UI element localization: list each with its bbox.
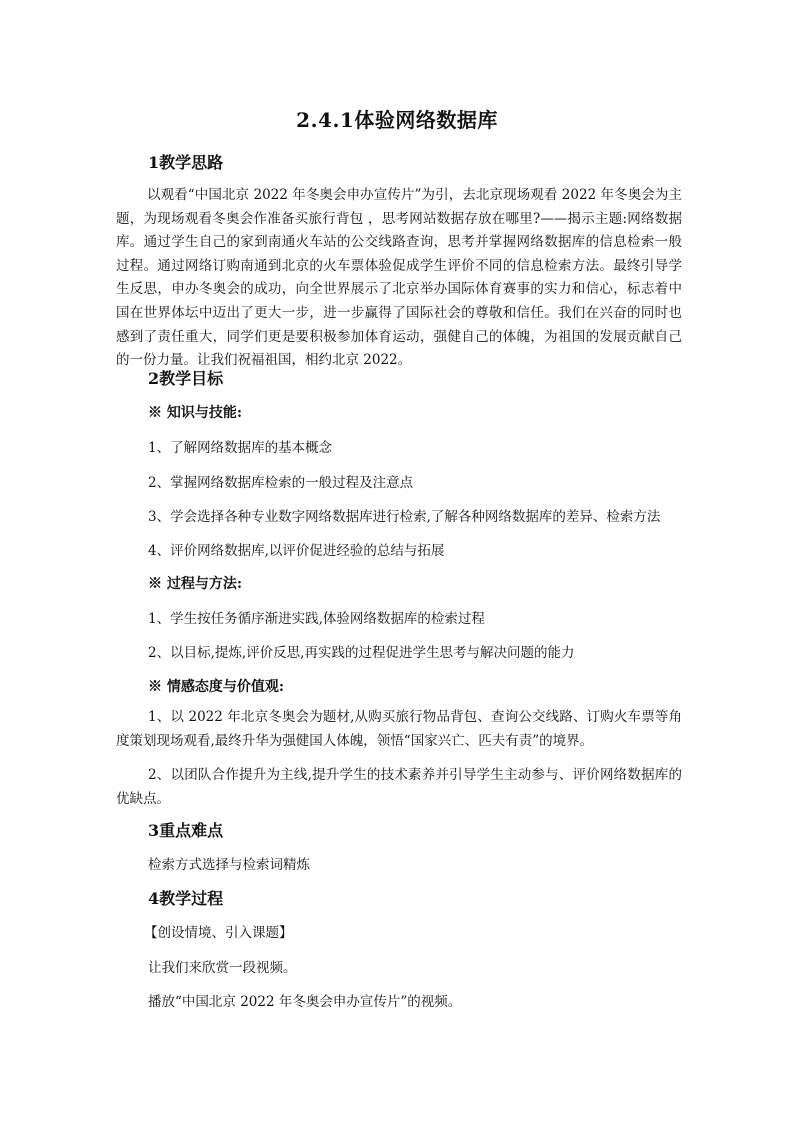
list-item: 3、学会选择各种专业数字网络数据库进行检索,了解各种网络数据库的差异、检索方法 <box>148 509 661 525</box>
subheading-emotion-values: ※ 情感态度与价值观: <box>148 679 285 695</box>
key-points-text: 检索方式选择与检索词精炼 <box>148 857 310 873</box>
list-item: 1、了解网络数据库的基本概念 <box>148 440 333 456</box>
list-item: 1、以 2022 年北京冬奥会为题材,从购买旅行物品背包、查询公交线路、订购火车票等角度策划现场观看,最终升华为强健国人体魄，领悟“国家兴亡、匹夫有责”的境界。 <box>116 709 682 749</box>
subheading-knowledge-skills: ※ 知识与技能: <box>148 405 243 421</box>
section-heading-teaching-process: 4教学过程 <box>148 889 224 908</box>
section-heading-key-points: 3重点难点 <box>148 821 224 840</box>
document-title: 2.4.1体验网络数据库 <box>296 108 498 132</box>
process-line: 让我们来欣赏一段视频。 <box>148 960 297 976</box>
list-item: 1、学生按任务循序渐进实践,体验网络数据库的检索过程 <box>148 611 485 627</box>
section-heading-teaching-idea: 1教学思路 <box>148 153 224 172</box>
list-item: 2、以目标,提炼,评价反思,再实践的过程促进学生思考与解决问题的能力 <box>148 645 575 661</box>
process-line: 播放“中国北京 2022 年冬奥会申办宣传片”的视频。 <box>148 994 462 1010</box>
list-item: 2、掌握网络数据库检索的一般过程及注意点 <box>148 475 414 491</box>
teaching-idea-paragraph: 以观看“中国北京 2022 年冬奥会申办宣传片”为引，去北京现场观看 2022 年冬奥会为主题，为现场观看冬奥会作准备买旅行背包 ，思考网站数据存放在哪里?——揭示主题:网络数据库。通过学生自己的家到南通火车站的公交线路查询，思考并掌握网络数据库的信息检索一般过程。通过网络订购南通到北京的火车票体验促成学生评价不同的信息检索方法。最终引导学生反思，申办冬奥会的成功，向全世界展示了北京举办国际体育赛事的实力和信心，标志着中国在世界体坛中迈出了更大一步，进一步赢得了国际社会的尊敬和信任。我们在兴奋的同时也感到了责任重大，同学们更是要积极参加体育运动，强健自己的体魄，为祖国的发展贡献自己的一份力量。让我们祝福祖国，相约北京 2022。 <box>116 187 682 369</box>
list-item: 2、以团队合作提升为主线,提升学生的技术素养并引导学生主动参与、评价网络数据库的优缺点。 <box>116 767 682 807</box>
list-item: 4、评价网络数据库,以评价促进经验的总结与拓展 <box>148 543 445 559</box>
section-heading-teaching-goals: 2教学目标 <box>148 369 224 388</box>
subheading-process-methods: ※ 过程与方法: <box>148 576 243 592</box>
bracket-subtitle: 【创设情境、引入课题】 <box>144 925 293 941</box>
